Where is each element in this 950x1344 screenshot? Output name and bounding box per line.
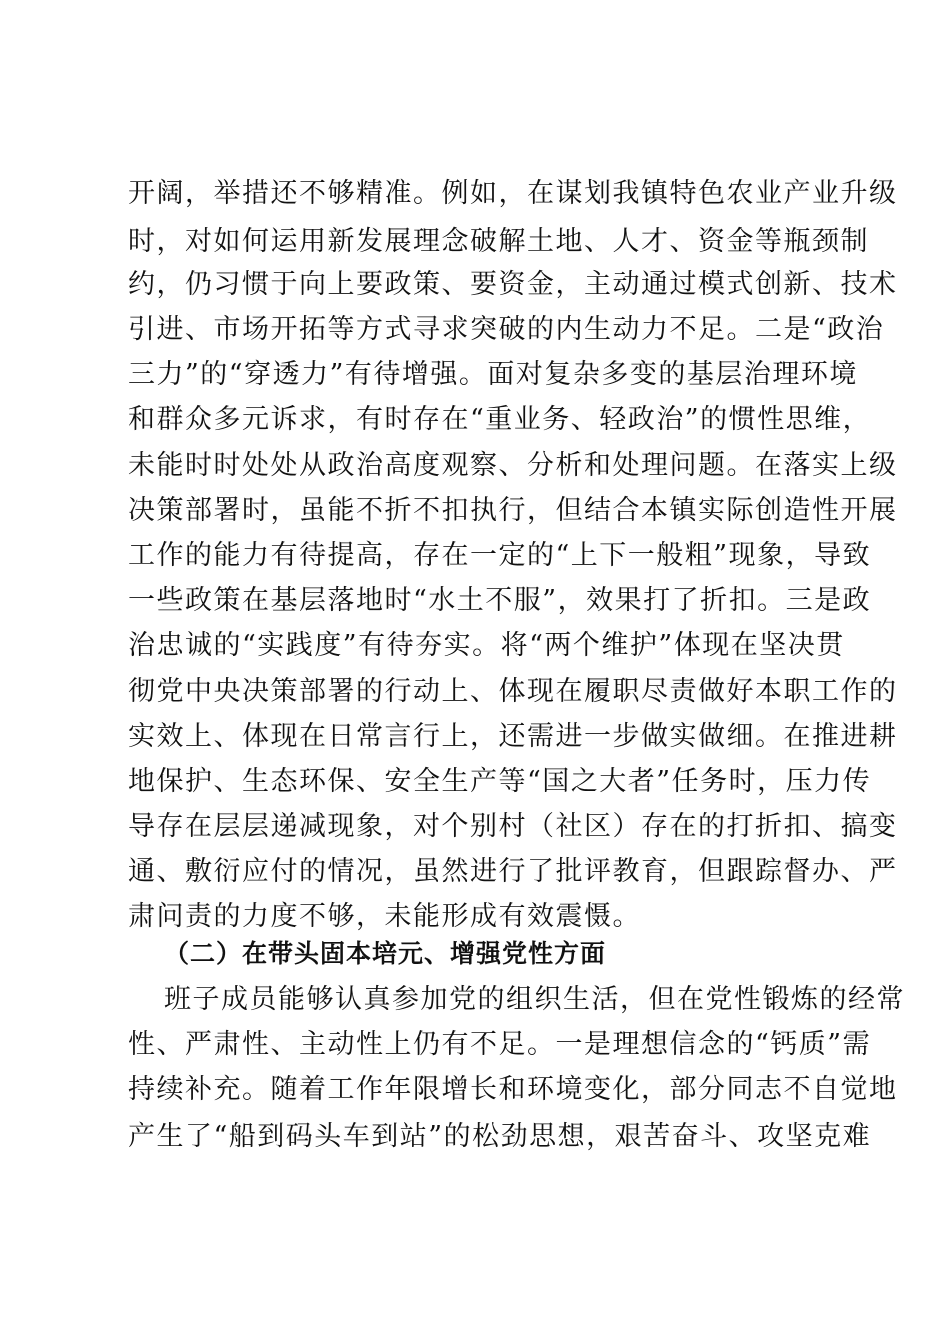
paragraph1-line-9: 工作的能力有待提高，存在一定的“上下一般粗”现象，导致	[128, 540, 872, 571]
paragraph1-line-6: 和群众多元诉求，有时存在“重业务、轻政治”的惯性思维，	[128, 404, 872, 435]
section-heading: （二）在带头固本培元、增强党性方面	[164, 939, 607, 968]
paragraph1-line-2: 时，对如何运用新发展理念破解土地、人才、资金等瓶颈制	[128, 226, 869, 257]
paragraph1-line-4: 引进、市场开拓等方式寻求突破的内生动力不足。二是“政治	[128, 314, 885, 345]
paragraph1-line-1: 开阔，举措还不够精准。例如，在谋划我镇特色农业产业升级	[128, 178, 898, 209]
paragraph1-line-10: 一些政策在基层落地时“水土不服”，效果打了折扣。三是政	[128, 585, 872, 616]
paragraph2-line-1: 班子成员能够认真参加党的组织生活，但在党性锻炼的经常	[164, 984, 905, 1015]
paragraph1-line-11: 治忠诚的“实践度”有待夯实。将“两个维护”体现在坚决贯	[128, 630, 845, 661]
paragraph1-line-7: 未能时时处处从政治高度观察、分析和处理问题。在落实上级	[128, 450, 898, 481]
paragraph1-line-13: 实效上、体现在日常言行上，还需进一步做实做细。在推进耕	[128, 721, 898, 752]
paragraph1-line-8: 决策部署时，虽能不折不扣执行，但结合本镇实际创造性开展	[128, 495, 898, 526]
paragraph2-line-2: 性、严肃性、主动性上仍有不足。一是理想信念的“钙质”需	[128, 1029, 872, 1060]
paragraph1-line-14: 地保护、生态环保、安全生产等“国之大者”任务时，压力传	[128, 766, 872, 797]
paragraph1-line-16: 通、敷衍应付的情况，虽然进行了批评教育，但跟踪督办、严	[128, 856, 898, 887]
paragraph1-line-5: 三力”的“穿透力”有待增强。面对复杂多变的基层治理环境	[128, 359, 858, 390]
paragraph1-line-15: 导存在层层递减现象，对个别村（社区）存在的打折扣、搞变	[128, 811, 898, 842]
paragraph1-line-12: 彻党中央决策部署的行动上、体现在履职尽责做好本职工作的	[128, 676, 898, 707]
paragraph1-line-17: 肃问责的力度不够，未能形成有效震慑。	[128, 901, 641, 932]
paragraph2-line-4: 产生了“船到码头车到站”的松劲思想，艰苦奋斗、攻坚克难	[128, 1121, 872, 1152]
paragraph1-line-3: 约，仍习惯于向上要政策、要资金，主动通过模式创新、技术	[128, 269, 898, 300]
paragraph2-line-3: 持续补充。随着工作年限增长和环境变化，部分同志不自觉地	[128, 1074, 898, 1105]
